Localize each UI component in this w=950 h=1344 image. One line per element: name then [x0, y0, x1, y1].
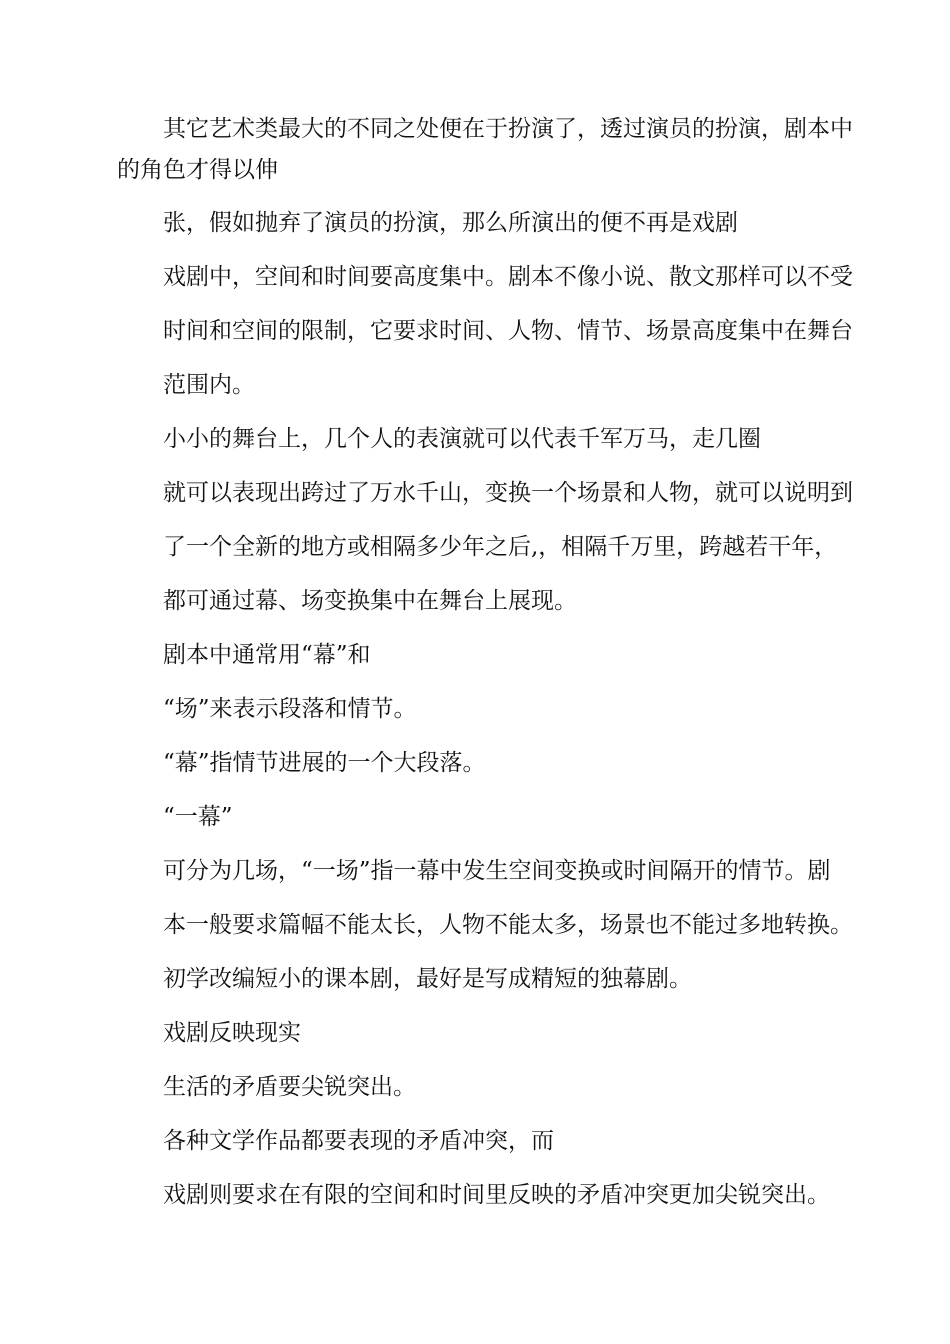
- text-line-3: 张，假如抛弃了演员的扮演，那么所演出的便不再是戏剧: [163, 210, 738, 236]
- text-line-5: 时间和空间的限制，它要求时间、人物、情节、场景高度集中在舞台: [163, 318, 853, 344]
- text-line-8: 就可以表现出跨过了万水千山，变换一个场景和人物，就可以说明到: [163, 480, 853, 506]
- text-line-13: “幕”指情节进展的一个大段落。: [163, 750, 486, 776]
- text-line-10: 都可通过幕、场变换集中在舞台上展现。: [163, 588, 577, 614]
- text-line-14: “一幕”: [163, 804, 233, 830]
- text-line-4: 戏剧中，空间和时间要高度集中。剧本不像小说、散文那样可以不受: [163, 264, 853, 290]
- text-line-6: 范围内。: [163, 372, 255, 398]
- text-line-2: 的角色才得以伸: [117, 157, 278, 183]
- text-line-11: 剧本中通常用“幕”和: [163, 642, 371, 668]
- text-line-16: 本一般要求篇幅不能太长，人物不能太多，场景也不能过多地转换。: [163, 912, 853, 938]
- text-line-9: 了一个全新的地方或相隔多少年之后,，相隔千万里，跨越若干年，: [163, 534, 838, 560]
- text-line-20: 各种文学作品都要表现的矛盾冲突，而: [163, 1128, 554, 1154]
- text-line-1: 其它艺术类最大的不同之处便在于扮演了，透过演员的扮演，剧本中: [163, 116, 853, 142]
- text-line-18: 戏剧反映现实: [163, 1020, 301, 1046]
- text-line-7: 小小的舞台上，几个人的表演就可以代表千军万马，走几圈: [163, 426, 761, 452]
- text-line-19: 生活的矛盾要尖锐突出。: [163, 1074, 416, 1100]
- text-line-15: 可分为几场，“一场”指一幕中发生空间变换或时间隔开的情节。剧: [163, 858, 831, 884]
- text-line-21: 戏剧则要求在有限的空间和时间里反映的矛盾冲突更加尖锐突出。: [163, 1182, 830, 1208]
- text-line-17: 初学改编短小的课本剧，最好是写成精短的独幕剧。: [163, 966, 692, 992]
- text-line-12: “场”来表示段落和情节。: [163, 696, 417, 722]
